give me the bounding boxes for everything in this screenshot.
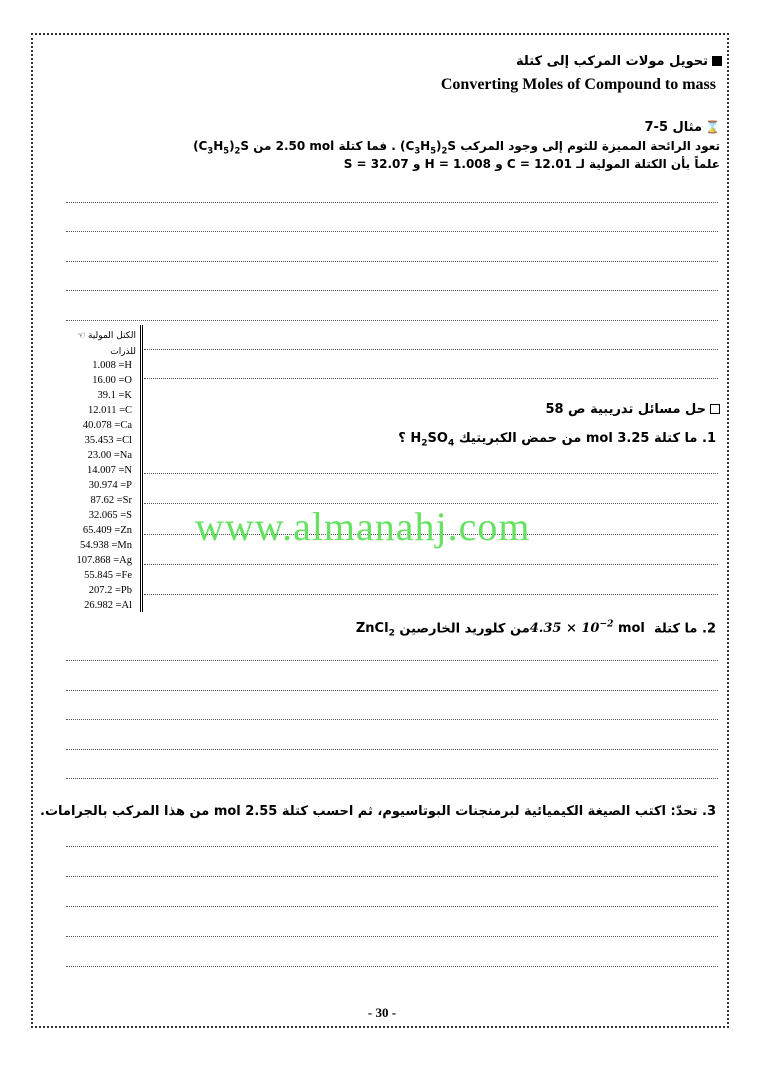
answer-line	[144, 349, 718, 350]
answer-line	[66, 202, 718, 203]
answer-line	[144, 473, 718, 474]
molar-mass-item: 12.011 =C	[87, 405, 132, 416]
hourglass-icon: ⌛	[705, 120, 720, 134]
molar-mass-item: 14.007 =N	[86, 465, 132, 476]
answer-line	[66, 966, 718, 967]
answer-line	[66, 846, 718, 847]
molar-mass-item: 32.065 =S	[88, 510, 132, 521]
answer-line	[66, 876, 718, 877]
answer-line	[144, 594, 718, 595]
molar-mass-item: 107.868 =Ag	[76, 555, 132, 566]
answer-line	[66, 749, 718, 750]
example-line-1: تعود الرائحة المميزة للثوم إلى وجود المركب $(C_3H_5)_2S$ . فما كتلة 2.50 mol من $(C_3H_5)_2S$	[193, 139, 720, 156]
molar-mass-item: 39.1 =K	[97, 390, 132, 401]
answer-line	[66, 690, 718, 691]
molar-mass-item: 87.62 =Sr	[90, 495, 132, 506]
answer-line	[66, 261, 718, 262]
formula-garlic-2: $(C_3H_5)_2S$	[193, 139, 250, 156]
answer-line	[66, 290, 718, 291]
answer-line	[66, 719, 718, 720]
section-title-en: Converting Moles of Compound to mass	[440, 76, 716, 93]
example-title: ⌛مثال 5-7	[644, 120, 720, 135]
practice-title: حل مسائل تدريبية ص 58	[545, 402, 720, 417]
answer-line	[66, 936, 718, 937]
molar-mass-item: 16.00 =O	[92, 375, 132, 386]
checkbox-square-icon	[710, 404, 720, 414]
question-1: 1. ما كتلة 3.25 mol من حمض الكبريتيك $H_2SO_4$ ؟	[398, 431, 716, 449]
molar-mass-item: 30.974 =P	[88, 480, 132, 491]
formula-garlic: $(C_3H_5)_2S$	[400, 139, 457, 156]
molar-mass-item: 55.845 =Fe	[84, 570, 132, 581]
answer-line	[144, 564, 718, 565]
bullet-square-icon	[712, 56, 722, 66]
pointing-hand-icon: ☜	[77, 331, 86, 341]
formula-zncl2: ZnCl$_2$	[355, 621, 395, 639]
answer-line	[66, 778, 718, 779]
molar-mass-item: 23.00 =Na	[87, 450, 132, 461]
molar-mass-item: 54.938 =Mn	[79, 540, 132, 551]
formula-h2so4: $H_2SO_4$	[410, 431, 455, 449]
molar-mass-item: 40.078 =Ca	[82, 420, 132, 431]
example-line-2: علماً بأن الكتلة المولية لـ C = 12.01 و H = 1.008 و S = 32.07	[343, 157, 720, 171]
question-3: 3. تحدّ: اكتب الصيغة الكيميائية لبرمنجنات البوتاسيوم، ثم احسب كتلة 2.55 mol من هذا المركب بالجرامات.	[40, 804, 716, 819]
molar-mass-item: 65.409 =Zn	[82, 525, 132, 536]
answer-line	[66, 906, 718, 907]
answer-line	[66, 320, 718, 321]
page-number: - 30 -	[367, 1005, 397, 1020]
watermark: www.almanahj.com	[195, 504, 531, 549]
answer-line	[144, 378, 718, 379]
molar-mass-item: 26.982 =Al	[84, 600, 132, 611]
section-title-ar: تحويل مولات المركب إلى كتلة	[516, 54, 722, 69]
molar-mass-item: 35.453 =Cl	[84, 435, 132, 446]
molar-mass-item: 207.2 =Pb	[88, 585, 132, 596]
question-2: 2. ما كتلة $4.35 \times 10^{-2}$ mol من كلوريد الخارصين ZnCl$_2$	[355, 619, 716, 639]
answer-line	[66, 660, 718, 661]
molar-mass-item: 1.008 =H	[92, 360, 132, 371]
sidebar-heading: ☜ الكتل المولية للذرات	[77, 331, 136, 357]
molar-mass-sidebar	[40, 325, 143, 612]
answer-line	[66, 231, 718, 232]
